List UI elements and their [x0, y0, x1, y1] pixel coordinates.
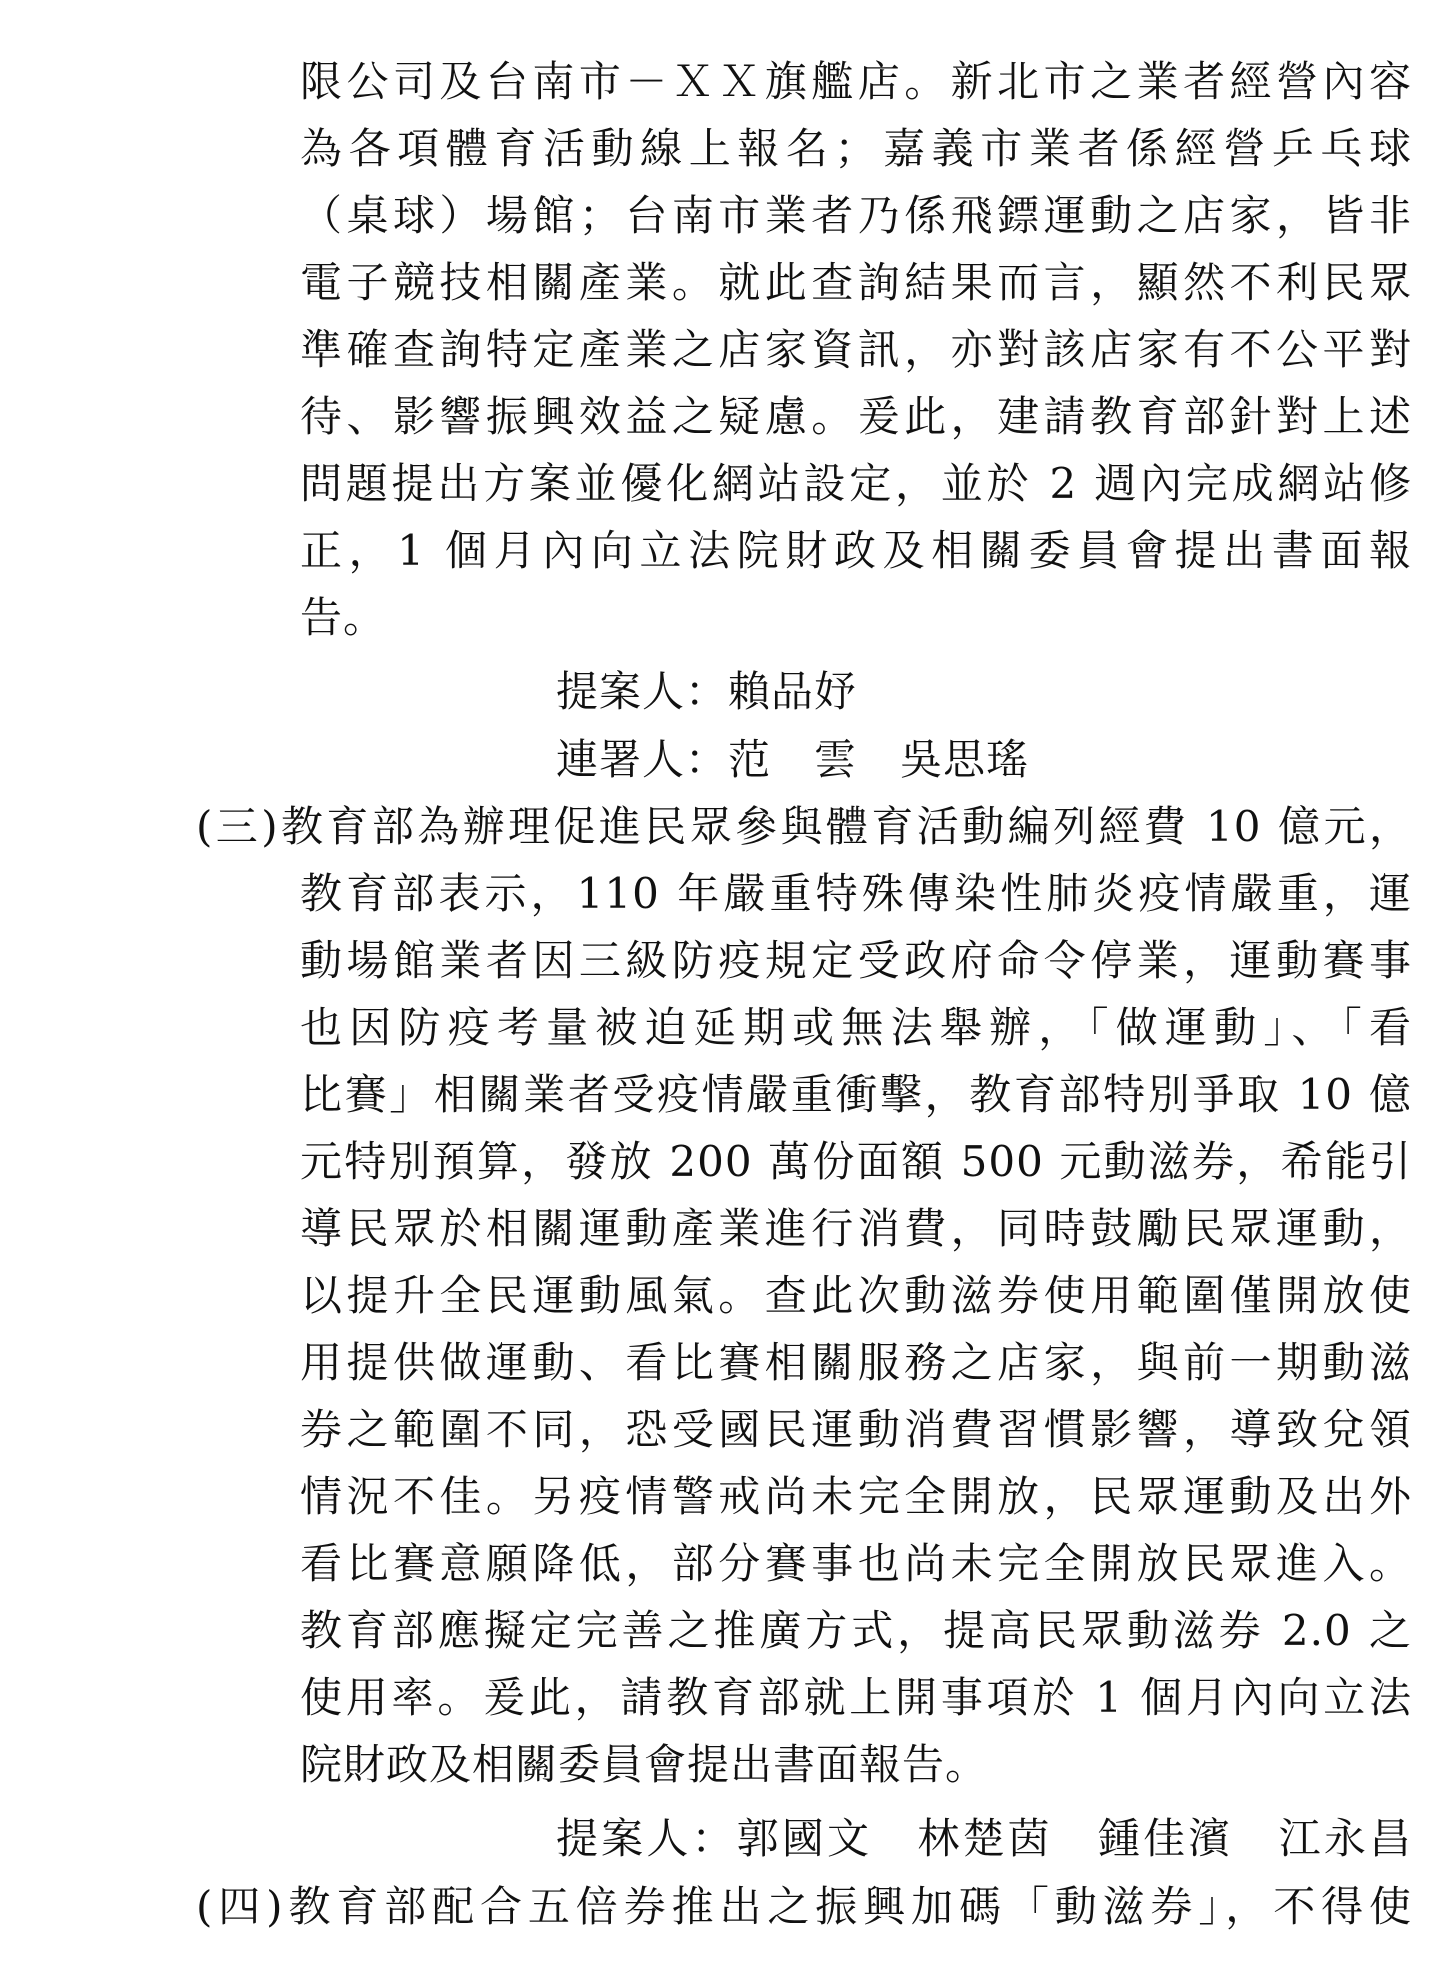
proposer-line: 提案人：郭國文 林楚茵 鍾佳濱 江永昌 [556, 1814, 1412, 1863]
paragraph-line: 電子競技相關產業。就此查詢結果而言，顯然不利民眾 [300, 258, 1412, 307]
paragraph-line: 問題提出方案並優化網站設定，並於 2 週內完成網站修 [300, 459, 1412, 508]
paragraph-line: 也因防疫考量被迫延期或無法舉辦，「做運動」、「看 [300, 1003, 1412, 1052]
paragraph-line: 使用率。爰此，請教育部就上開事項於 1 個月內向立法 [300, 1673, 1412, 1722]
paragraph-line: 比賽」相關業者受疫情嚴重衝擊，教育部特別爭取 10 億 [300, 1070, 1412, 1119]
paragraph-line: 為各項體育活動線上報名；嘉義市業者係經營乒乓球 [300, 124, 1412, 173]
proposer-line: 提案人：賴品妤 [556, 667, 858, 716]
paragraph-line: 導民眾於相關運動產業進行消費，同時鼓勵民眾運動， [300, 1204, 1412, 1253]
paragraph-line: 以提升全民運動風氣。查此次動滋券使用範圍僅開放使 [300, 1271, 1412, 1320]
paragraph-line: 情況不佳。另疫情警戒尚未完全開放，民眾運動及出外 [300, 1472, 1412, 1521]
paragraph-line: 待、影響振興效益之疑慮。爰此，建請教育部針對上述 [300, 392, 1412, 441]
item-heading: (四)教育部配合五倍券推出之振興加碼「動滋券」，不得使 [196, 1882, 1412, 1931]
paragraph-line: 看比賽意願降低，部分賽事也尚未完全開放民眾進入。 [300, 1539, 1412, 1588]
paragraph-line: 動場館業者因三級防疫規定受政府命令停業，運動賽事 [300, 936, 1412, 985]
paragraph-line: 用提供做運動、看比賽相關服務之店家，與前一期動滋 [300, 1338, 1412, 1387]
cosigner-line: 連署人：范 雲 吳思瑤 [556, 735, 1030, 784]
paragraph-line: 準確查詢特定產業之店家資訊，亦對該店家有不公平對 [300, 325, 1412, 374]
item-heading: (三)教育部為辦理促進民眾參與體育活動編列經費 10 億元， [196, 802, 1412, 851]
paragraph-line: （桌球）場館；台南市業者乃係飛鏢運動之店家，皆非 [300, 191, 1412, 240]
paragraph-line: 限公司及台南市－ＸＸ旗艦店。新北市之業者經營內容 [300, 57, 1412, 106]
paragraph-line: 告。 [300, 593, 387, 642]
paragraph-line: 正，1 個月內向立法院財政及相關委員會提出書面報 [300, 526, 1412, 575]
paragraph-line: 券之範圍不同，恐受國民運動消費習慣影響，導致兌領 [300, 1405, 1412, 1454]
paragraph-line: 教育部應擬定完善之推廣方式，提高民眾動滋券 2.0 之 [300, 1606, 1412, 1655]
paragraph-line: 教育部表示，110 年嚴重特殊傳染性肺炎疫情嚴重，運 [300, 869, 1412, 918]
paragraph-line: 元特別預算，發放 200 萬份面額 500 元動滋券，希能引 [300, 1137, 1412, 1186]
paragraph-line: 院財政及相關委員會提出書面報告。 [300, 1740, 989, 1789]
